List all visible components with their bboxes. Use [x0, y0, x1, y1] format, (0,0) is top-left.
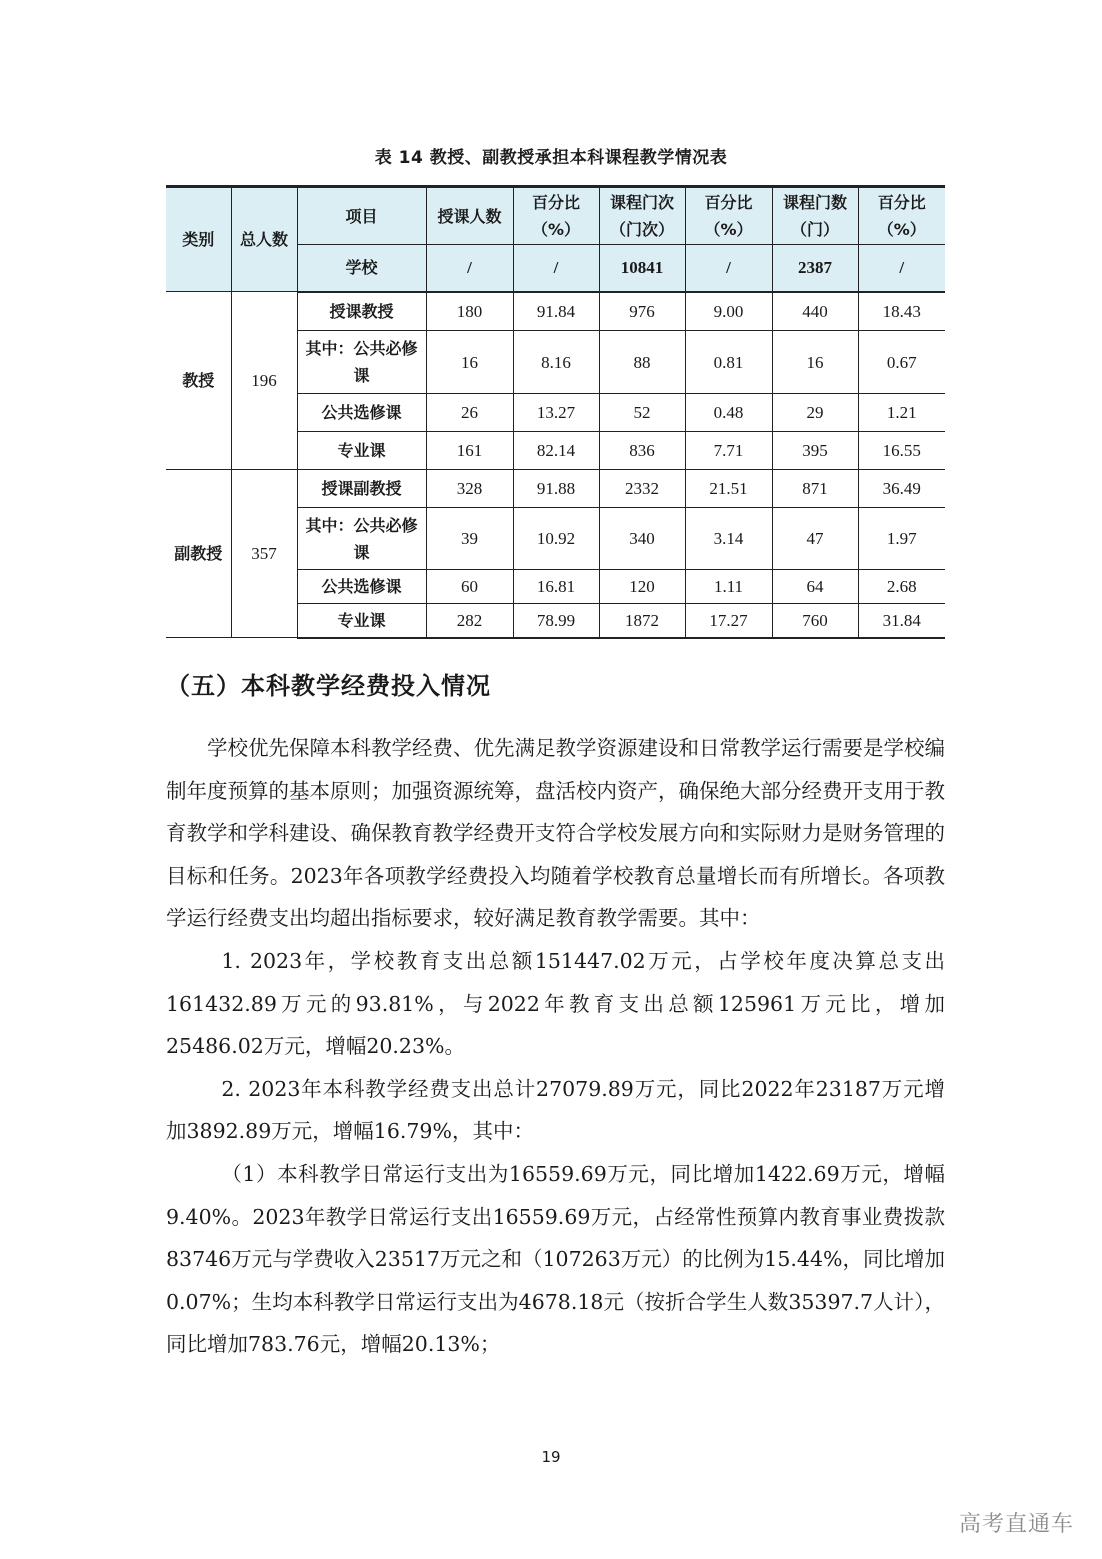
cell-teaching-count: 26: [426, 394, 513, 432]
group-total: 196: [231, 292, 297, 470]
cell-course-count: 395: [772, 432, 858, 470]
school-course-count: 2387: [772, 245, 858, 292]
cell-pct-3: 31.84: [858, 604, 945, 638]
paragraph-item-1: 1. 2023年，学校教育支出总额151447.02万元，占学校年度决算总支出161432.89万元的93.81%，与2022年教育支出总额125961万元比，增加25486.02万元，增幅20.23%。: [166, 948, 945, 1059]
cell-pct-2: 3.14: [685, 508, 772, 570]
cell-pct-3: 16.55: [858, 432, 945, 470]
cell-pct-1: 10.92: [513, 508, 599, 570]
cell-pct-3: 0.67: [858, 331, 945, 394]
row-item: 其中：公共必修课: [297, 508, 426, 570]
cell-course-count: 47: [772, 508, 858, 570]
row-item: 授课副教授: [297, 470, 426, 508]
cell-pct-1: 16.81: [513, 570, 599, 604]
cell-pct-1: 8.16: [513, 331, 599, 394]
header-teaching-count: 授课人数: [426, 187, 513, 245]
cell-pct-2: 1.11: [685, 570, 772, 604]
cell-course-sessions: 2332: [599, 470, 685, 508]
cell-pct-3: 1.97: [858, 508, 945, 570]
cell-pct-1: 82.14: [513, 432, 599, 470]
cell-pct-3: 1.21: [858, 394, 945, 432]
section-heading: （五）本科教学经费投入情况: [166, 672, 491, 700]
table-caption: 表 14 教授、副教授承担本科课程教学情况表: [374, 148, 728, 168]
cell-course-count: 440: [772, 292, 858, 331]
cell-course-count: 760: [772, 604, 858, 638]
watermark: 高考直通车: [958, 1512, 1074, 1537]
cell-pct-1: 78.99: [513, 604, 599, 638]
cell-teaching-count: 16: [426, 331, 513, 394]
section-body: [166, 727, 945, 1366]
group-total: 357: [231, 470, 297, 638]
school-pct-1: /: [513, 245, 599, 292]
header-category: 类别: [166, 187, 231, 292]
professor-teaching-table: [166, 185, 945, 639]
cell-course-sessions: 88: [599, 331, 685, 394]
paragraph-item-2-1: （1）本科教学日常运行支出为16559.69万元，同比增加1422.69万元，增幅9.40%。2023年教学日常运行支出16559.69万元，占经常性预算内教育事业费拨款83746万元与学费收入23517万元之和（107263万元）的比例为15.44%，同比增加0.07%；生均本科教学日常运行支出为4678.18元（按折合学生人数35397.7人计），同比增加783.76元，增幅20.13%；: [166, 1161, 945, 1357]
header-course-sessions: 课程门次（门次）: [599, 187, 685, 245]
cell-course-sessions: 1872: [599, 604, 685, 638]
row-item: 专业课: [297, 432, 426, 470]
cell-course-sessions: 52: [599, 394, 685, 432]
cell-teaching-count: 39: [426, 508, 513, 570]
cell-pct-1: 91.84: [513, 292, 599, 331]
row-item: 专业课: [297, 604, 426, 638]
row-item: 授课教授: [297, 292, 426, 331]
paragraph-intro: 学校优先保障本科教学经费、优先满足教学资源建设和日常教学运行需要是学校编制年度预算的基本原则；加强资源统筹，盘活校内资产，确保绝大部分经费开支用于教育教学和学科建设、确保教育教学经费开支符合学校发展方向和实际财力是财务管理的目标和任务。2023年各项教学经费投入均随着学校教育总量增长而有所增长。各项教学运行经费支出均超出指标要求，较好满足教育教学需要。其中：: [166, 736, 945, 931]
cell-pct-3: 2.68: [858, 570, 945, 604]
cell-pct-3: 36.49: [858, 470, 945, 508]
cell-course-count: 16: [772, 331, 858, 394]
cell-pct-2: 7.71: [685, 432, 772, 470]
cell-pct-2: 0.81: [685, 331, 772, 394]
row-item: 其中：公共必修课: [297, 331, 426, 394]
cell-pct-2: 21.51: [685, 470, 772, 508]
school-pct-3: /: [858, 245, 945, 292]
cell-pct-1: 91.88: [513, 470, 599, 508]
cell-course-sessions: 120: [599, 570, 685, 604]
cell-course-sessions: 976: [599, 292, 685, 331]
group-category: 副教授: [166, 470, 231, 638]
cell-pct-1: 13.27: [513, 394, 599, 432]
cell-pct-2: 0.48: [685, 394, 772, 432]
school-pct-2: /: [685, 245, 772, 292]
cell-pct-2: 9.00: [685, 292, 772, 331]
cell-teaching-count: 282: [426, 604, 513, 638]
cell-course-sessions: 340: [599, 508, 685, 570]
header-item: 项目: [297, 187, 426, 245]
header-pct-3: 百分比（%）: [858, 187, 945, 245]
cell-pct-2: 17.27: [685, 604, 772, 638]
cell-teaching-count: 180: [426, 292, 513, 331]
cell-teaching-count: 328: [426, 470, 513, 508]
row-item: 公共选修课: [297, 570, 426, 604]
cell-pct-3: 18.43: [858, 292, 945, 331]
cell-course-count: 871: [772, 470, 858, 508]
header-course-count: 课程门数（门）: [772, 187, 858, 245]
header-total-people: 总人数: [231, 187, 297, 292]
cell-course-count: 29: [772, 394, 858, 432]
page-number: 19: [541, 1448, 561, 1466]
table-row: [166, 292, 945, 331]
table-row: [166, 470, 945, 508]
school-teaching-count: /: [426, 245, 513, 292]
cell-teaching-count: 60: [426, 570, 513, 604]
paragraph-item-2: 2. 2023年本科教学经费支出总计27079.89万元，同比2022年23187万元增加3892.89万元，增幅16.79%，其中：: [166, 1076, 945, 1144]
group-category: 教授: [166, 292, 231, 470]
cell-course-count: 64: [772, 570, 858, 604]
cell-course-sessions: 836: [599, 432, 685, 470]
cell-teaching-count: 161: [426, 432, 513, 470]
row-item: 公共选修课: [297, 394, 426, 432]
header-pct-1: 百分比（%）: [513, 187, 599, 245]
header-pct-2: 百分比（%）: [685, 187, 772, 245]
school-course-sessions: 10841: [599, 245, 685, 292]
school-row-item: 学校: [297, 245, 426, 292]
